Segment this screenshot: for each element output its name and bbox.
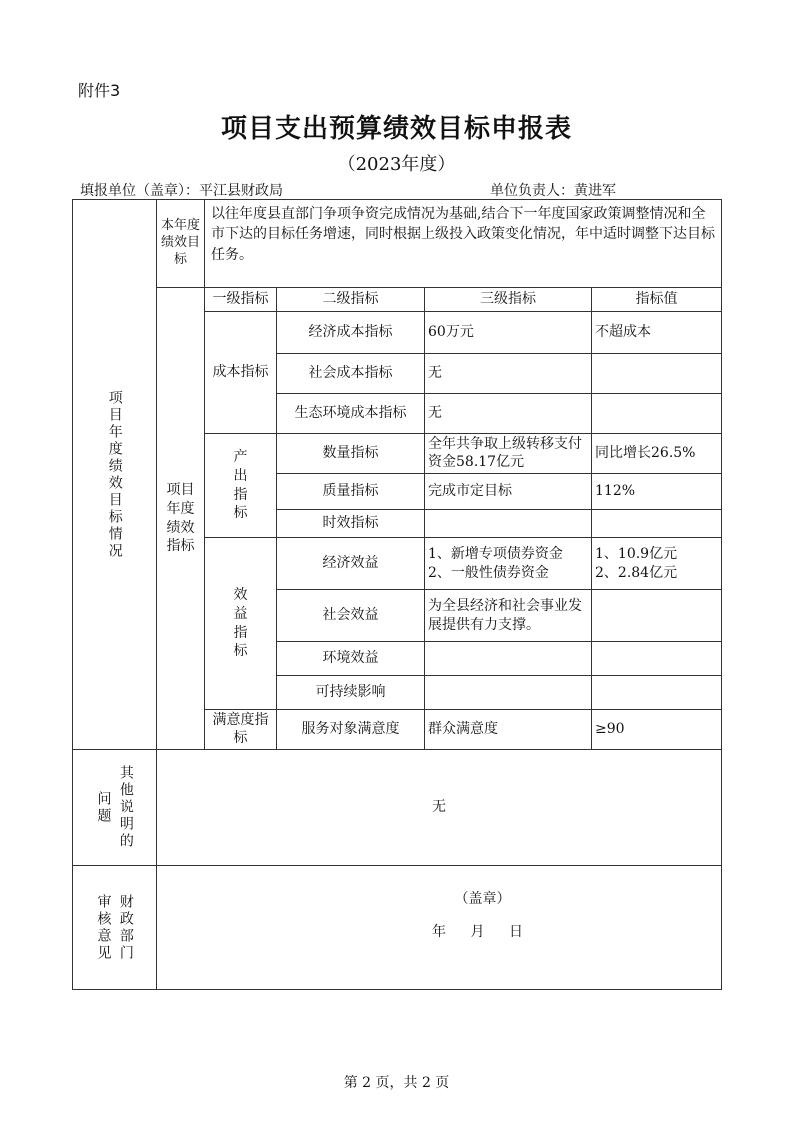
row-level3	[425, 676, 592, 710]
other-issues-label: 其他说明的问题	[73, 750, 157, 866]
group-cost: 成本指标	[205, 312, 277, 434]
row-value	[592, 590, 722, 642]
row-level3	[425, 642, 592, 676]
report-year: （2023年度）	[337, 154, 456, 175]
reporting-unit: 填报单位（盖章）：平江县财政局	[80, 183, 283, 199]
row-level3: 无	[425, 394, 592, 434]
indicator-label: 项目年度绩效指标	[157, 288, 205, 750]
row-level2: 环境效益	[277, 642, 425, 676]
group-satisfaction: 满意度指标	[205, 710, 277, 750]
review-label: 财政部门审核意见	[73, 866, 157, 990]
review-date: 年 月 日	[432, 923, 533, 940]
page-number: 第 2 页，共 2 页	[343, 1075, 450, 1091]
row-level2: 质量指标	[277, 474, 425, 510]
row-level2: 社会效益	[277, 590, 425, 642]
row-value: 同比增长26.5%	[592, 434, 722, 474]
row-value	[592, 354, 722, 394]
row-value	[592, 642, 722, 676]
header-level3: 三级指标	[425, 288, 592, 312]
row-level2: 服务对象满意度	[277, 710, 425, 750]
row-level2: 经济效益	[277, 538, 425, 590]
row-level3: 1、新增专项债券资金 2、一般性债券资金	[425, 538, 592, 590]
row-value	[592, 510, 722, 538]
row-level2: 生态环境成本指标	[277, 394, 425, 434]
row-value: 不超成本	[592, 312, 722, 354]
row-level3: 群众满意度	[425, 710, 592, 750]
row-level2: 可持续影响	[277, 676, 425, 710]
annual-goal-label: 本年度绩效目标	[157, 200, 205, 288]
row-value: 1、10.9亿元 2、2.84亿元	[592, 538, 722, 590]
header-level2: 二级指标	[277, 288, 425, 312]
section-label-goals: 项目年度绩效目标情况	[73, 200, 157, 750]
row-level2: 数量指标	[277, 434, 425, 474]
row-level2: 经济成本指标	[277, 312, 425, 354]
group-benefit: 效益指标	[205, 538, 277, 710]
performance-table	[72, 199, 722, 990]
row-level3: 完成市定目标	[425, 474, 592, 510]
header-level1: 一级指标	[205, 288, 277, 312]
row-value: ≥90	[592, 710, 722, 750]
row-level2: 时效指标	[277, 510, 425, 538]
row-level3: 为全县经济和社会事业发展提供有力支撑。	[425, 590, 592, 642]
header-value: 指标值	[592, 288, 722, 312]
row-level3: 无	[425, 354, 592, 394]
seal-label: （盖章）	[454, 891, 511, 907]
review-opinion	[157, 866, 722, 990]
row-level3	[425, 510, 592, 538]
unit-responsible: 单位负责人：黄进军	[490, 183, 616, 199]
group-output: 产出指标	[205, 434, 277, 538]
page-title: 项目支出预算绩效目标申报表	[220, 114, 572, 144]
row-value: 112%	[592, 474, 722, 510]
row-level3: 60万元	[425, 312, 592, 354]
annual-goal-text: 以往年度县直部门争项争资完成情况为基础,结合下一年度国家政策调整情况和全市下达的目标任务增速，同时根据上级投入政策变化情况，年中适时调整下达目标任务。	[205, 200, 722, 288]
row-level2: 社会成本指标	[277, 354, 425, 394]
row-value	[592, 394, 722, 434]
row-value	[592, 676, 722, 710]
other-issues-value: 无	[157, 750, 722, 866]
attachment-label: 附件3	[78, 81, 121, 100]
row-level3: 全年共争取上级转移支付资金58.17亿元	[425, 434, 592, 474]
